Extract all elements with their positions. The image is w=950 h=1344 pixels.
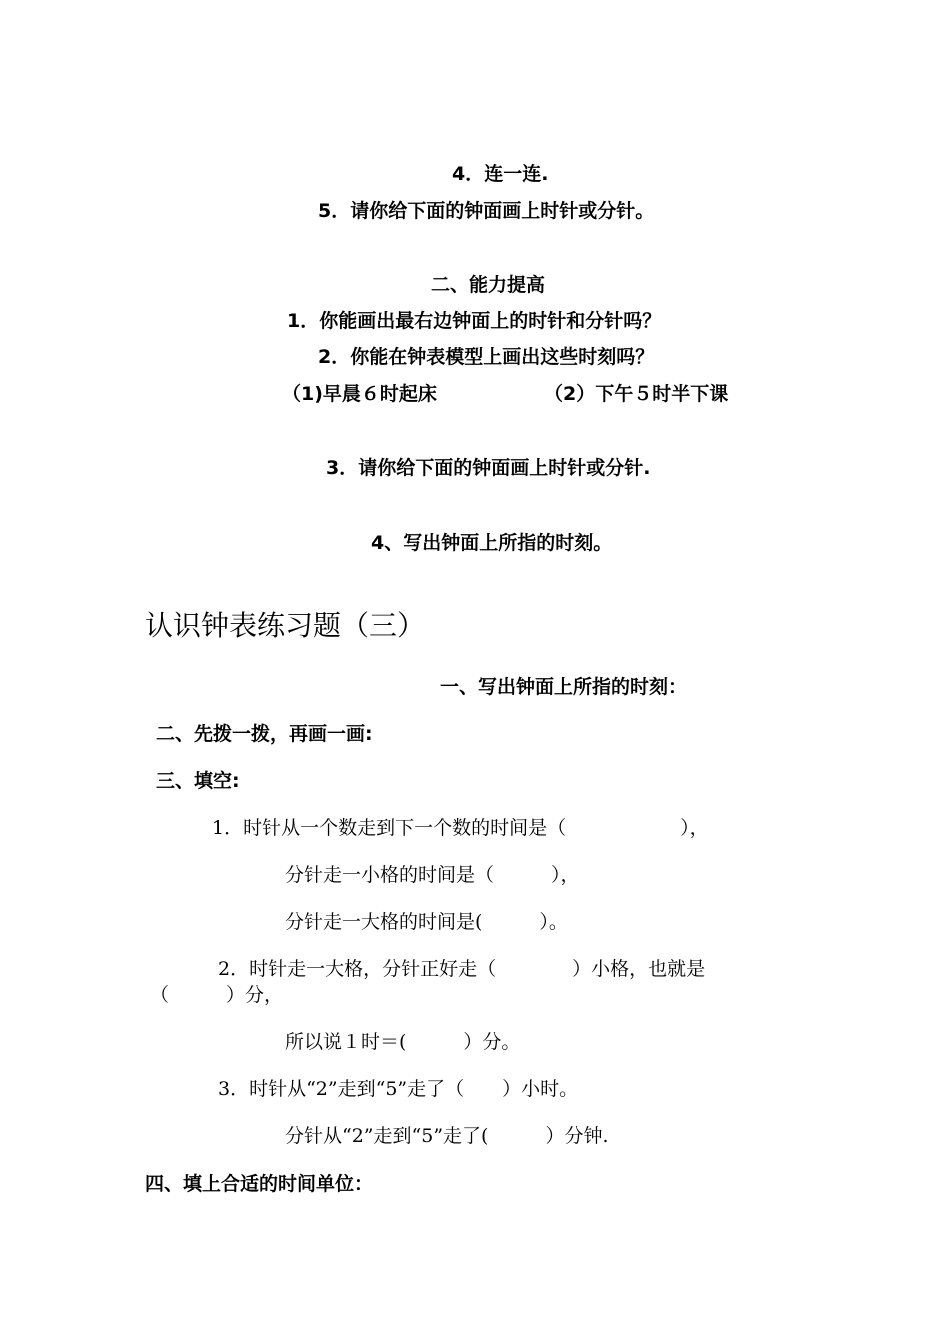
exercise3-title: 认识钟表练习题（三） — [145, 609, 426, 642]
q2-line1: 2．时针走一大格，分针正好走（ ）小格，也就是 — [218, 958, 706, 980]
exercise3-part4: 四、填上合适的时间单位： — [145, 1173, 374, 1195]
section2-item2-b: （2）下午５时半下课 — [544, 383, 729, 405]
section2-heading: 二、能力提高 — [431, 274, 546, 296]
q1-line2: 分针走一小格的时间是（ ）， — [285, 864, 580, 886]
q2-line2: （ ）分， — [150, 984, 284, 1006]
section2-item1: 1．你能画出最右边钟面上的时针和分针吗？ — [287, 310, 662, 332]
q3-line1: 3．时针从“2”走到“5”走了（ ）小时。 — [218, 1078, 579, 1100]
section1-item4: 4．连一连. — [452, 163, 549, 185]
section2-item2-a: （1)早晨６时起床 — [282, 383, 437, 405]
q3-line2: 分针从“2”走到“5”走了( ）分钟. — [285, 1125, 609, 1147]
section2-item3: 3．请你给下面的钟面画上时针或分针. — [326, 457, 651, 479]
exercise3-part1: 一、写出钟面上所指的时刻： — [440, 676, 688, 698]
q2-line3: 所以说１时＝( ）分。 — [285, 1031, 521, 1053]
q1-line3: 分针走一大格的时间是( ）。 — [285, 911, 568, 933]
section2-item4: 4、写出钟面上所指的时刻。 — [371, 532, 613, 554]
section1-item5: 5．请你给下面的钟面画上时针或分针。 — [318, 200, 655, 222]
q1-line1: 1．时针从一个数走到下一个数的时间是（ ）， — [212, 817, 709, 839]
exercise3-part3: 三、填空: — [156, 770, 240, 792]
section2-item2: 2．你能在钟表模型上画出这些时刻吗？ — [318, 346, 655, 368]
exercise3-part2: 二、先拨一拨，再画一画: — [156, 723, 373, 745]
